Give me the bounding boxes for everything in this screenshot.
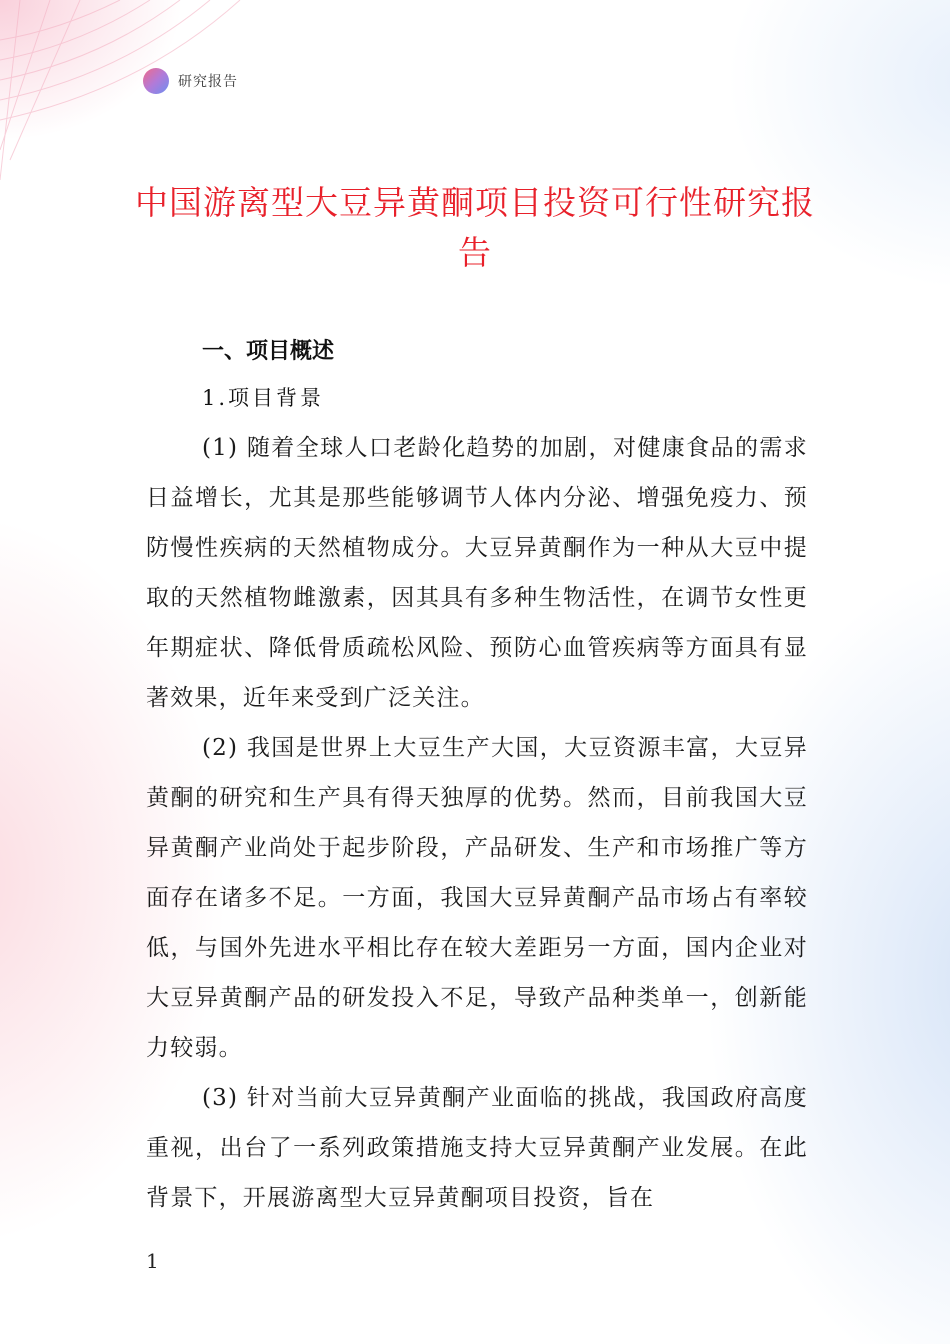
- report-header: [143, 68, 238, 94]
- paragraph: (3) 针对当前大豆异黄酮产业面临的挑战，我国政府高度重视，出台了一系列政策措施支持大豆异黄酮产业发展。在此背景下，开展游离型大豆异黄酮项目投资，旨在: [146, 1085, 808, 1211]
- document-title: 中国游离型大豆异黄酮项目投资可行性研究报告: [135, 183, 815, 272]
- page-number: 1: [146, 1249, 159, 1273]
- subsection-heading: 1.项目背景: [202, 386, 325, 410]
- section-heading: 一、项目概述: [202, 339, 335, 364]
- paragraph: (2) 我国是世界上大豆生产大国，大豆资源丰富，大豆异黄酮的研究和生产具有得天独厚的优势。然而，目前我国大豆异黄酮产业尚处于起步阶段，产品研发、生产和市场推广等方面存在诸多不足。一方面，我国大豆异黄酮产品市场占有率较低，与国外先进水平相比存在较大差距另一方面，国内企业对大豆异黄酮产品的研发投入不足，导致产品种类单一，创新能力较弱。: [146, 735, 808, 1061]
- logo-icon: [143, 68, 169, 94]
- document-body: [146, 333, 808, 1223]
- paragraph: (1) 随着全球人口老龄化趋势的加剧，对健康食品的需求日益增长，尤其是那些能够调节人体内分泌、增强免疫力、预防慢性疾病的天然植物成分。大豆异黄酮作为一种从大豆中提取的天然植物雌激素，因其具有多种生物活性，在调节女性更年期症状、降低骨质疏松风险、预防心血管疾病等方面具有显著效果，近年来受到广泛关注。: [146, 435, 808, 711]
- header-label: 研究报告: [178, 74, 238, 90]
